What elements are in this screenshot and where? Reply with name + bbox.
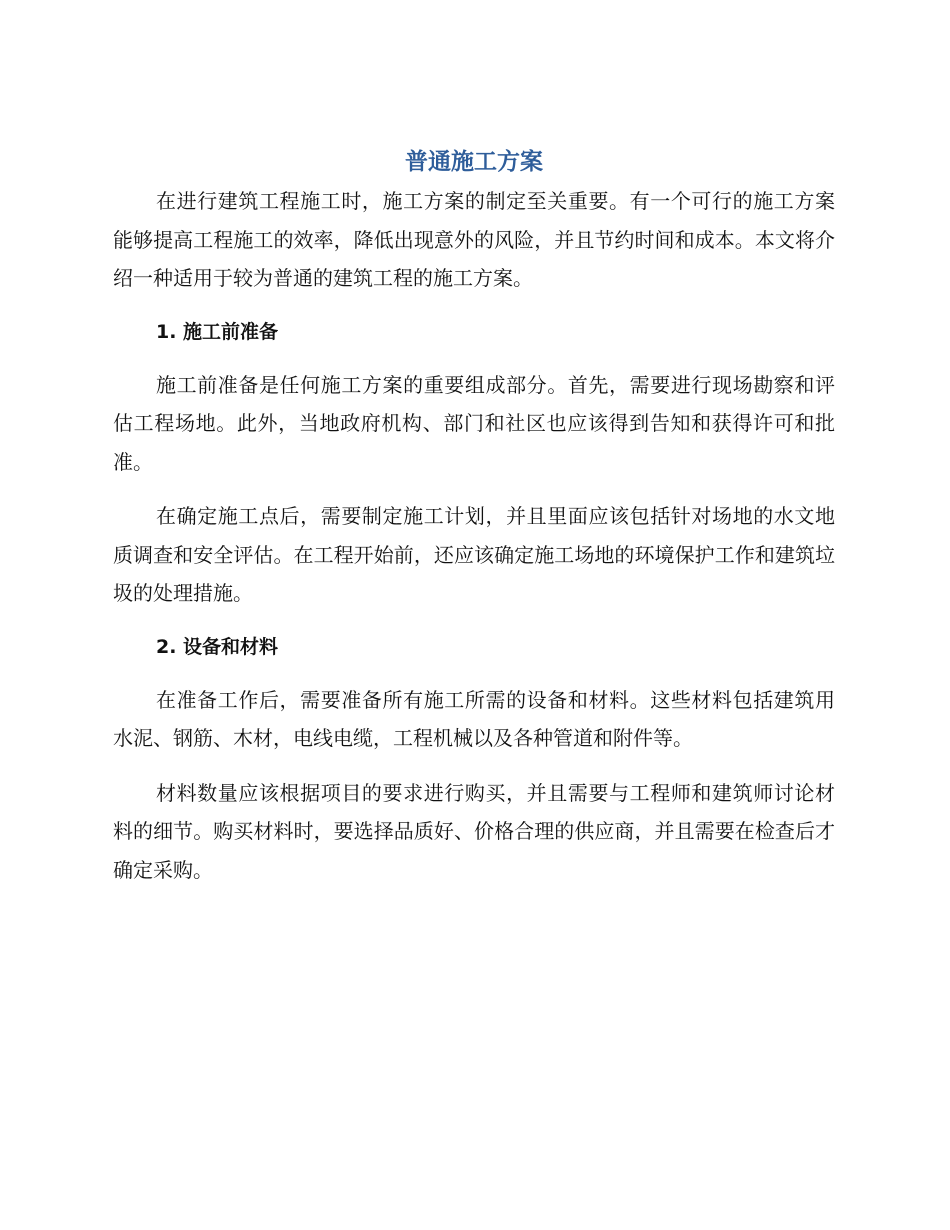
document-title: 普通施工方案 <box>405 149 543 175</box>
body-paragraph: 在准备工作后，需要准备所有施工所需的设备和材料。这些材料包括建筑用水泥、钢筋、木材，电线电缆，工程机械以及各种管道和附件等。 <box>113 687 835 750</box>
body-paragraph: 材料数量应该根据项目的要求进行购买，并且需要与工程师和建筑师讨论材料的细节。购买材料时，要选择品质好、价格合理的供应商，并且需要在检查后才确定采购。 <box>113 780 835 882</box>
spacer <box>113 667 835 681</box>
spacer <box>113 758 835 774</box>
spacer <box>113 613 835 627</box>
spacer <box>113 298 835 312</box>
section-heading-preparation: 1. 施工前准备 <box>156 320 279 343</box>
spacer <box>113 352 835 366</box>
intro-paragraph: 在进行建筑工程施工时，施工方案的制定至关重要。有一个可行的施工方案能够提高工程施工的效率，降低出现意外的风险，并且节约时间和成本。本文将介绍一种适用于较为普通的建筑工程的施工方案。 <box>113 189 835 290</box>
body-paragraph: 施工前准备是任何施工方案的重要组成部分。首先，需要进行现场勘察和评估工程场地。此外，当地政府机构、部门和社区也应该得到告知和获得许可和批准。 <box>113 372 835 474</box>
section-heading-equipment: 2. 设备和材料 <box>156 635 279 658</box>
document-body <box>113 142 835 889</box>
body-paragraph: 在确定施工点后，需要制定施工计划，并且里面应该包括针对场地的水文地质调查和安全评估。在工程开始前，还应该确定施工场地的环境保护工作和建筑垃圾的处理措施。 <box>113 504 835 605</box>
spacer <box>113 481 835 497</box>
